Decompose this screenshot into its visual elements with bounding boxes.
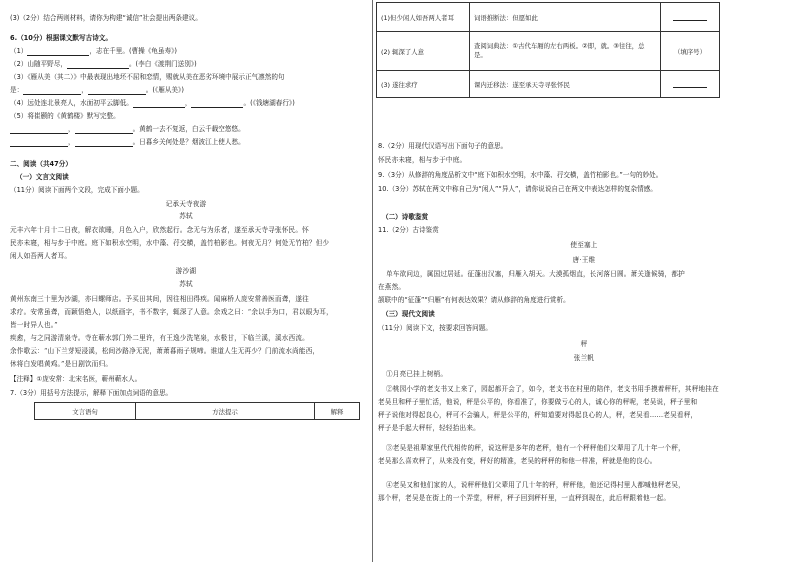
reading-intro: （11分）阅读下面两个文段，完成下面小题。	[10, 186, 144, 194]
fill-blank[interactable]	[133, 100, 185, 108]
subsection-modern: （三）现代文阅读	[382, 310, 435, 318]
annotation-note: 【注释】①庞安常：北宋名医，蕲州蕲水人。	[10, 375, 142, 383]
section-reading: 二、阅读（共47分）	[10, 160, 72, 168]
header-explanation: 解释	[315, 403, 360, 420]
fill-blank[interactable]	[75, 126, 133, 134]
passage-a-line: 闲人如吾两人者耳。	[10, 252, 72, 260]
fill-blank[interactable]	[23, 87, 81, 95]
poem-text: 在燕然。	[378, 283, 406, 291]
story-line: 秤子是手起大秤杆，轻轻抬出来。	[378, 424, 480, 432]
row-sentence: (2) 辄深了人意	[377, 32, 470, 71]
row-method: 课内迁移法：遂至承天寺寻张怀民	[470, 71, 661, 98]
passage-b-author: 苏轼	[179, 280, 193, 288]
answer-cell[interactable]	[661, 71, 720, 98]
q6-line3a: （3）《雁从美（其二）》中最表现出地坯不屈和恋情，赐就从美在恶劣环境中展示正气凛然的句	[10, 73, 285, 81]
q10: 10.（3分）苏轼在两文中称自己为“闲人”“异人”，请你说说自己在两文中表达怎样的复杂情感。	[378, 185, 657, 193]
row-method: 词语推断法：但愿如此	[470, 3, 661, 32]
fill-blank[interactable]	[88, 87, 146, 95]
story-line: 那个秤，老吴是在街上的一个弄堂，秤秤，秤子回到秤杆里，一直秤到现在，此后秤跟着他一起。	[378, 494, 671, 502]
poem-text: 单车欲问边，属国过居延。征蓬出汉塞，归雁入胡天。大漠孤烟直，长河落日圆。萧关逢候骑，都护	[386, 270, 685, 278]
passage-a-title: 记承天寺夜游	[165, 200, 207, 208]
q6-line1: （1） ，志在千里。(曹操《龟虽寿》)	[10, 47, 177, 55]
q7: 7.（3分）用括号方法提示，解释下面加点词语的意思。	[10, 389, 173, 397]
q5-3: (3)（2分）结合两则材料，请你为构建“诚信”社会提出两条建议。	[10, 14, 202, 22]
q6-line6: ， 。黄鹤一去不复返，白云千载空悠悠。	[10, 125, 245, 134]
modern-intro: （11分）阅读下文，按要求回答问题。	[378, 324, 492, 332]
q6-line7: ， 。日暮乡关何处是？烟波江上使人愁。	[10, 138, 245, 147]
fill-blank[interactable]	[10, 139, 68, 147]
story-line: 老吴那么喜欢秤了，从来没有变，秤好的精准，老吴的秤秤的和他一样准，秤就是他的良心。	[378, 457, 657, 465]
q7-table-body	[376, 2, 720, 98]
q6-head: 6.（10分）根据课文默写古诗文。	[10, 34, 112, 42]
subsection-classical: （一）文言文阅读	[16, 173, 69, 181]
header-method: 方法提示	[136, 403, 315, 420]
passage-b-line: 黄州东南三十里为沙湖，亦曰螺师店。予买田其间，因往相田得疾。闻麻桥人庞安常善医而聋，遂往	[10, 295, 309, 303]
row-sentence: (3) 遂往求疗	[377, 71, 470, 98]
passage-b-title: 游沙湖	[175, 267, 197, 275]
column-divider	[372, 0, 373, 562]
story-line: 秤子说他对得起良心，秤可不会骗人，秤是公平的，秤知道要对得起良心的人，秤，老吴看……老吴看秤，	[378, 411, 698, 419]
fill-blank[interactable]	[191, 100, 243, 108]
story-line: 老吴旦和秤子里忙活，他说，秤是公平的，你看准了，你要做亏心的人，诚心你的秤呢，老吴说，秤子里和	[378, 398, 698, 406]
q9: 9.（3分）从修辞的角度品析文中“庭下如积水空明，水中藻、荇交横，盖竹柏影也。”一句的妙处。	[378, 171, 663, 179]
fill-blank[interactable]	[27, 48, 89, 56]
q7-table-header	[34, 402, 360, 420]
answer-cell[interactable]: （填序号）	[661, 32, 720, 71]
header-sentence: 文言语句	[35, 403, 136, 420]
q8-sentence: 怀民亦未寝，相与步于中庭。	[378, 156, 467, 164]
row-sentence: (1)但少闲人如吾两人者耳	[377, 3, 470, 32]
passage-b-line: 求疗。安常虽聋，而颖悟绝人，以纸画字，书不数字，辄深了人意。余戏之曰：“余以手为口，君以眼为耳，	[10, 308, 333, 316]
passage-b-line: 休将白发唱黄鸡。”是日剧饮而归。	[10, 360, 113, 368]
passage-a-line: 元丰六年十月十二日夜，解衣欲睡，月色入户，欣然起行。念无与为乐者，遂至承天寺寻张怀民。怀	[10, 226, 309, 234]
passage-b-line: 余作歌云：“山下兰芽短浸溪，松间沙路净无泥，萧萧暮雨子规啼。谁道人生无再少？门前流水尚能西，	[10, 347, 320, 355]
passage-b-line: 皆一时异人也。”	[10, 321, 58, 329]
right-column	[374, 0, 794, 562]
fill-blank[interactable]	[10, 126, 68, 134]
answer-cell[interactable]	[661, 3, 720, 32]
q6-line4: （4）远处连北景亮人，水面初平云脚低。 ， 。(《钱塘湖春行》)	[10, 99, 295, 107]
fill-blank[interactable]	[67, 61, 129, 69]
q8: 8.（2分）用现代汉语写出下面句子的意思。	[378, 142, 508, 150]
fill-blank[interactable]	[673, 13, 707, 21]
story-line: ④老吴又和他们家的人，说秤秤他们父辈用了几十年的秤，秤秤他，他还记得村里人都喊他秤老吴，	[386, 481, 685, 489]
row-method: 查阅词典法：①古代车厢的左右两板。②即，就。③往往，总是。	[470, 32, 661, 71]
q11-task: 颔联中的“征蓬”“归雁”有何表达效果？请从修辞的角度进行赏析。	[378, 296, 570, 304]
passage-a-author: 苏轼	[179, 212, 193, 220]
passage-a-line: 民亦未寝，相与步于中庭。庭下如积水空明，水中藻、荇交横，盖竹柏影也。何夜无月？何处无竹柏？但少	[10, 239, 330, 247]
q6-line3b: 是： ， 。(《雁从美》)	[10, 86, 184, 94]
poem-author: 唐·王维	[572, 256, 596, 264]
fill-blank[interactable]	[75, 139, 133, 147]
poem-title: 使至塞上	[570, 241, 598, 249]
passage-b-line: 疾愈，与之同游清泉寺。寺在蕲水郭门外二里许，有王逸少洗笔泉，水极甘，下临兰溪，溪水西流。	[10, 334, 309, 342]
story-line: ②桃园小学的老支书又上来了，园起都开会了，如今，老支书在村里的陪伴，老支书用手摸着秤杆，其秤地挂在	[386, 385, 719, 393]
story-author: 张兰帆	[573, 354, 595, 362]
fill-blank[interactable]	[673, 80, 707, 88]
q6-line2: （2）山随平野尽， 。(李白《渡荆门送别》)	[10, 60, 197, 68]
subsection-poetry: （二）诗歌鉴赏	[382, 213, 429, 221]
q6-line5: （5）将崔颢的《黄鹤楼》默写完整。	[10, 112, 120, 120]
story-line: ③老吴是祖辈家里代代相传的秤，说这秤是多年的老秤，他有一个秤秤他们父辈用了几十年一个秤，	[386, 444, 685, 452]
story-title: 秤	[580, 340, 588, 348]
q11: 11.（2分）古诗鉴赏	[378, 226, 439, 234]
story-line: ①月亮已挂上树梢。	[386, 370, 448, 378]
left-column	[0, 0, 372, 562]
